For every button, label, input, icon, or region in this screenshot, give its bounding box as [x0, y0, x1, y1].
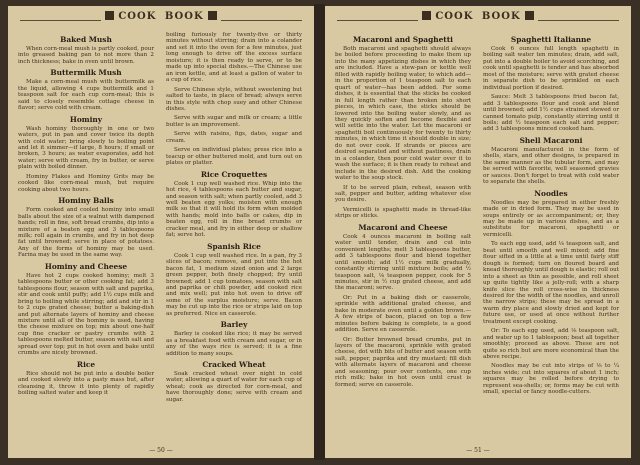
recipe-paragraph: Or: Put in a baking dish or casserole, sprinkle with additional grated cheese, and bake in moderate oven until a golden brown.—A few strips of bacon, placed on top a few minutes before baking is complete, is a good addition. Serve en casserole.: [335, 294, 471, 334]
recipe-paragraph: If to be served plain, reheat, season with salt, pepper and butter, adding whatever else you desire.: [335, 184, 471, 204]
right-page: [325, 6, 631, 458]
left-page: [8, 6, 314, 458]
recipe-heading: Buttermilk Mush: [50, 68, 122, 78]
recipe-paragraph: Make a corn-meal mush with buttermilk as the liquid, allowing 4 cups buttermilk and 1 teaspoon salt for each cup corn-meal; this is said to closely resemble cottage cheese in flavor; serve cold with cream.: [18, 79, 154, 112]
recipe-heading: Macaroni and Cheese: [358, 222, 448, 232]
recipe-paragraph: Have hot 2 cups cooked hominy; melt 3 tablespoons butter or other cooking fat; add 3 tablespoons flour, season with salt and paprika, stir and cook until puffy; add 1½ cups milk and bring to boiling while stirring; add and stir in 1 to 2 cups grated cheese; butter a baking-dish and put alternate layers of hominy and cheese mixture until all of the hominy is used, having the cheese mixture on top; mix about one-half cup fine cracker or pastry crumbs with 2 tablespoons melted butter, season with salt and spread over top; put in hot oven and bake until crumbs are nicely browned.: [18, 272, 154, 357]
recipe-paragraph: Or: Butter browned bread crumbs, put in layers of the macaroni, sprinkle with grated cheese, dot with bits of butter and season with salt, pepper, paprika and dry mustard; fill dish with alternate layers of macaroni and cheese and seasoning; pour over contents, one cup rich milk; bake in hot oven until crust is formed; serve en casserole.: [335, 336, 471, 388]
recipe-paragraph: Rice should not be put into a double boiler and cooked slowly into a pasty mass but, after cleansing it, throw it into plenty of rapidly boiling salted water and keep it: [18, 370, 154, 397]
recipe-paragraph: Both macaroni and spaghetti should always be boiled before proceeding to make them up into the many appetizing dishes in which they are included. Have a stew-pan or kettle well filled with rapidly boiling water, to which add—in the proportion of 1 teaspoon salt to each quart of water—has been added. For some dishes, it is essential that the sticks be cooked in full length rather than broken into short pieces, in which case, the sticks should be lowered into the boiling water slowly, and as they quickly soften and become flexible and will settle into the water. Let the macaroni or spaghetti boil continuously for twenty to thirty minutes, in which time it should double in size; do not over cook. If strands or pieces are desired separated and without pastiness, drain in a colander, then pour cold water over it to wash the surface; it is then ready to reheat and include in the desired dish. Add the cooking water to the soup stock.: [335, 46, 471, 182]
recipe-heading: Spanish Rice: [207, 241, 261, 251]
recipe-paragraph: Wash hominy thoroughly in one or two waters, put in pan and cover twice its depth with cold water; bring slowly to boiling point and let it simmer—if large, 8 hours; if small or broken, 3 hours; as water evaporates, add hot water; serve with cream, fry in butter, or serve plain with boiled dinner.: [18, 125, 154, 171]
recipe-paragraph: Barley is cooked like rice; it may be served as a breakfast food with cream and sugar, or in any of the ways rice is served; it is a fine addition to many soups.: [166, 331, 302, 357]
recipe-paragraph: Serve Chinese style, without sweetening but salted to taste, in place of bread; always serve in this style with chop suey and other Chinese dishes.: [166, 86, 302, 112]
recipe-paragraph: Hominy Flakes and Hominy Grits may be cooked like corn-meal mush, but require cooking about two hours.: [18, 173, 154, 193]
recipe-paragraph: Cook 1 cup well washed rice. Whip into the hot rice, 4 tablespoons each butter and sugar, and season with salt; when partly cooled, add 3 well beaten egg yolks; moisten with enough milk so that it will hold its form when molded with hands; mold into balls or cakes, dip in beaten egg, roll in fine bread crumbs or cracker meal, and fry in either deep or shallow fat; serve hot.: [166, 180, 302, 239]
recipe-paragraph: Macaroni manufactured in the form of shells, stars, and other designs, is prepared in the same manner as the tubular form, and may be served with favorite, well seasoned gravies or sauces. Don't forget to treat with cold water to separate the shells.: [483, 146, 619, 186]
recipe-heading: Shell Macaroni: [519, 135, 583, 145]
recipe-paragraph: Serve with raisins, figs, dates, sugar and cream.: [166, 131, 302, 144]
recipe-heading: Hominy: [69, 114, 103, 124]
recipe-paragraph: Soak cracked wheat over night in cold water, allowing a quart of water for each cup of wheat; cook as directed for corn-meal, and have thoroughly done; serve with cream and sugar.: [166, 371, 302, 403]
right-page-header: [325, 11, 631, 25]
recipe-paragraph: Serve with sugar and milk or cream; a little butter is an improvement.: [166, 115, 302, 128]
header-title-right: BOOK: [481, 11, 521, 22]
recipe-heading: Barley: [220, 320, 248, 330]
recipe-paragraph: Noodles may be prepared in either freshly made or in dried form. They may be used in soups entirely or as accompaniment; or, they may be made up in various dishes, and as a substitute for macaroni, spaghetti or vermicelli.: [483, 199, 619, 238]
ornament-icon: [105, 11, 114, 20]
recipe-paragraph: Form cooked and cooled hominy into small balls about the size of a walnut with dampened hands; roll in fine, soft bread crumbs, dip into a mixture of a beaten egg and 3 tablespoons milk; roll again in crumbs, and fry in hot deep fat until browned; serve in place of potatoes. Any of the forms of hominy may be used. Farina may be used in the same way.: [18, 207, 154, 259]
recipe-heading: Rice: [76, 359, 96, 369]
recipe-paragraph: To each egg used, add ⅛ teaspoon salt, and beat until smooth and well mixed; add fine flour sifted in a little at a time until fairly stiff dough is formed; turn on floured board and knead thoroughly until dough is elastic; roll out into a sheet as thin as possible, and roll sheet up quite tightly like a jelly-roll; with a sharp knife slice the roll cross-wise in thickness desired for the width of the noodles, and unroll the narrow strips; these may be spread in a warm dry place and slowly dried and kept for future use, or used at once without further treatment except cooking.: [483, 241, 619, 325]
recipe-paragraph: Serve on individual plates; press rice into a teacup or other buttered mold, and turn out on plates or platter.: [166, 147, 302, 167]
recipe-heading: Hominy and Cheese: [44, 261, 128, 271]
header-title-right: BOOK: [164, 11, 204, 22]
recipe-heading: Spaghetti Italianne: [510, 35, 592, 44]
ornament-icon: [525, 11, 534, 20]
recipe-heading: Cracked Wheat: [202, 360, 266, 370]
right-page-column-1: [335, 32, 471, 391]
left-page-column-2: [166, 32, 302, 406]
recipe-paragraph: Or: To each egg used, add ⅛ teaspoon salt, and water up to 1 tablespoon; beat all together smoothly; proceed as above. These are not quite so rich but are more economical than the above recipe.: [483, 328, 619, 361]
ornament-icon: [208, 11, 217, 20]
recipe-paragraph: Cook 6 ounces full length spaghetti in boiling salt water ten minutes; drain, add salt, put into a double boiler to avoid scorching, and cook until spaghetti is tender and has absorbed most of the moisture; serve with grated cheese in separate dish to be sprinkled on each individual portion if desired.: [483, 46, 619, 91]
recipe-paragraph: Sauce: Melt 3 tablespoons fried bacon fat, add 3 tablespoons flour and cook and blend until browned; add 1½ cups strained stewed or canned tomato pulp, constantly stirring until it boils; add ½ teaspoon each salt and pepper; add 3 tablespoons minced cooked ham.: [483, 94, 619, 133]
left-page-column-1: [18, 32, 154, 399]
right-page-column-2: [483, 32, 619, 399]
recipe-paragraph: Noodles may be cut into strips of ⅛ to ¼ inches wide; cut into squares of about 1 inch; squares may be rolled before drying to represent sea-shells; or, forms may be cut with small, special or fancy noodle-cutters.: [483, 363, 619, 396]
recipe-heading: Hominy Balls: [58, 196, 114, 206]
left-page-header: [8, 11, 314, 25]
recipe-paragraph: Vermicelli is spaghetti made in thread-like strips or sticks.: [335, 206, 471, 220]
recipe-paragraph: boiling furiously for twenty-five or thirty minutes without stirring; drain into a colander and set it into the oven for a few minutes, just long enough to drive off the excess surface moisture; it is then ready to serve, or to be made up into special dishes.—The Chinese use an iron kettle, and at least a gallon of water to a cup of rice.: [166, 32, 302, 84]
recipe-heading: Macaroni and Spaghetti: [353, 35, 453, 44]
header-title-left: COOK: [118, 11, 157, 22]
page-number: — 50 —: [149, 447, 173, 454]
page-number: — 51 —: [466, 447, 490, 454]
recipe-paragraph: When corn-meal mush is partly cooked, pour into greased baking pan to not more than 2 inch thickness; bake in oven until brown.: [18, 46, 154, 65]
book-gutter: [314, 4, 325, 460]
ornament-icon: [422, 11, 431, 20]
header-title-left: COOK: [435, 11, 474, 22]
recipe-paragraph: Cook 1 cup well washed rice. In a pan, fry 3 slices of bacon; remove, and put into the hot bacon fat, 1 medium sized onion and 2 large green pepper, both finely chopped; fry until browned; add 1 cup tomatoes, season with salt and paprika or chili powder, add cooked rice and mix well; put into hot oven to drive off some of the surplus moisture; serve. Bacon may be cut up into the rice or strips laid on top as preferred. Nice en casserole.: [166, 252, 302, 317]
recipe-heading: Noodles: [534, 188, 568, 198]
recipe-heading: Baked Mush: [60, 35, 112, 44]
recipe-heading: Rice Croquettes: [200, 169, 268, 179]
recipe-paragraph: Cook 4 ounces macaroni in boiling salt water until tender, drain and cut into convenient lengths; melt 3 tablespoons butter, add 3 tablespoons flour and blend together until smooth; add 1½ cups milk gradually, constantly stirring until mixture boils; add ½ teaspoon salt, ⅛ teaspoon pepper, cook for 5 minutes, stir in ½ cup grated cheese, and add the macaroni; serve.: [335, 233, 471, 292]
